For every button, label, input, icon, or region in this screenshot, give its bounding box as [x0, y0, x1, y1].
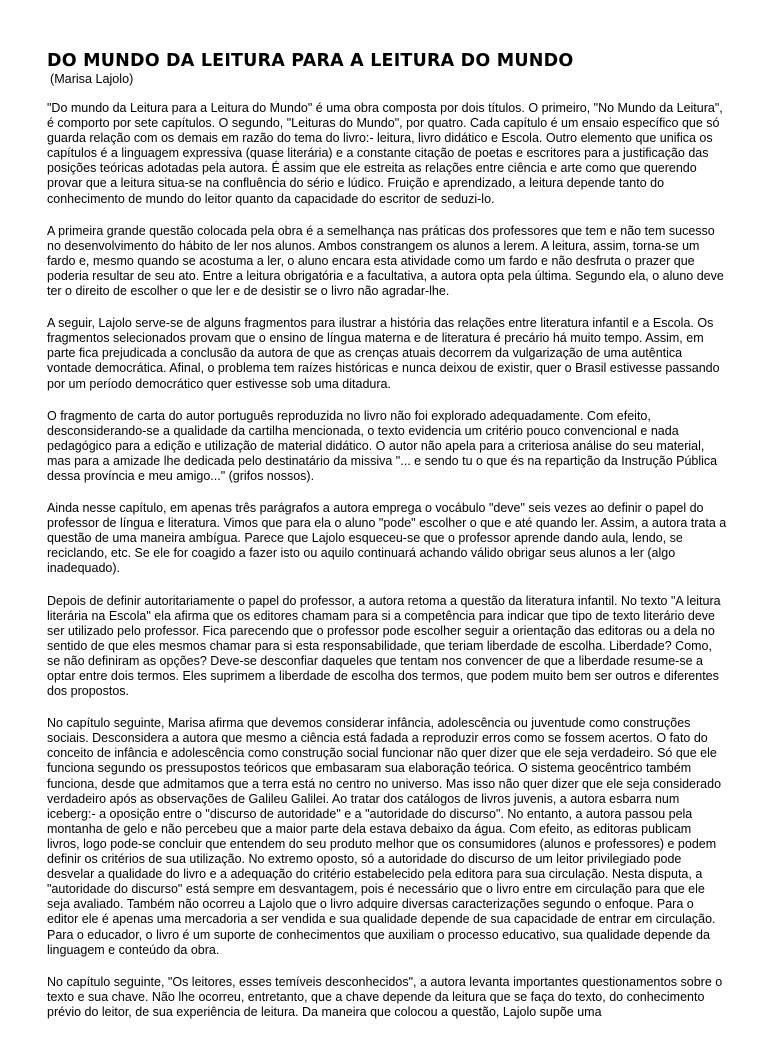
paragraph-1: "Do mundo da Leitura para a Leitura do Mundo" é uma obra composta por dois títulos. O primeiro, "No Mundo da Leitura", é comporto por sete capítulos. O segundo, "Leituras do Mundo", por quatro. Cada capítulo é um ensaio específico que só guarda relação com os demais em razão do tema do livro:- leitura, livro didático e Escola. Outro elemento que unifica os capítulos é a linguagem expressiva (quase literária) e a constante citação de poetas e escritores para a justificação das posições teóricas adotadas pela autora. É assim que ele estreita as relações entre ciência e arte como que querendo provar que a leitura situa-se na confluência do sério e lúdico. Fruição e aprendizado, a leitura depende tanto do conhecimento de mundo do leitor quanto da capacidade do escritor de seduzi-lo. [47, 101, 723, 206]
paragraph-6: Depois de definir autoritariamente o papel do professor, a autora retoma a questão da literatura infantil. No texto "A leitura literária na Escola" ela afirma que os editores chamam para si a competência para indicar que tipo de texto literário deve ser utilizado pelo professor. Fica parecendo que o professor pode escolher seguir a orientação das editoras ou a dela no sentido de que eles mesmos chamar para si esta responsabilidade, que teriam liberdade de escolha. Liberdade? Como, se não definiram as opções? Deve-se desconfiar daqueles que tentam nos convencer de que a liberdade resume-se a optar entre dois termos. Eles suprimem a liberdade de escolha dos termos, que podem muito bem ser outros e diferentes dos propostos. [47, 593, 721, 699]
paragraph-8: No capítulo seguinte, "Os leitores, esses temíveis desconhecidos", a autora levanta importantes questionamentos sobre o texto e sua chave. Não lhe ocorreu, entretanto, que a chave depende da leitura que se faça do texto, do conhecimento prévio do leitor, de sua experiência de leitura. Da maneira que colocou a questão, Lajolo supõe uma [47, 974, 723, 1019]
paragraph-4: O fragmento de carta do autor português reproduzida no livro não foi explorado adequadamente. Com efeito, desconsiderando-se a qualidade da cartilha mencionada, o texto evidencia um critério pouco convencional e nada pedagógico para a edição e utilização de material didático. O autor não apela para a criteriosa análise do seu material, mas para a amizade lhe dedicada pelo destinatário da missiva "... e sendo tu o que és na repartição da Instrução Pública dessa província e meu amigo..." (grifos nossos). [47, 408, 718, 483]
paragraph-3: A seguir, Lajolo serve-se de alguns fragmentos para ilustrar a história das relações entre literatura infantil e a Escola. Os fragmentos selecionados provam que o ensino de língua materna e de literatura é precário há muito tempo. Assim, em parte fica prejudicada a conclusão da autora de que as crenças atuais decorrem da vulgarização de uma autêntica vontade democrática. Afinal, o problema tem raízes históricas e nunca deixou de existir, quer o Brasil estivesse passando por um período democrático quer estivesse sob uma ditadura. [47, 316, 720, 391]
document-page [47, 50, 727, 1037]
paragraph-5: Ainda nesse capítulo, em apenas três parágrafos a autora emprega o vocábulo "deve" seis vezes ao definir o papel do professor de língua e literatura. Vimos que para ela o aluno "pode" escolher o que e até quando ler. Assim, a autora trata a questão de uma maneira ambígua. Parece que Lajolo esqueceu-se que o professor aprende dando aula, lendo, se reciclando, etc. Se ele for coagido a fazer isto ou aquilo continuará achando válido obrigar seus alunos a ler (algo inadequado). [47, 501, 727, 576]
document-author: (Marisa Lajolo) [50, 72, 134, 86]
paragraph-7: No capítulo seguinte, Marisa afirma que devemos considerar infância, adolescência ou juventude como construções sociais. Desconsidera a autora que mesmo a ciência está fadada a reproduzir erros como se fossem acertos. O fato do conceito de infância e adolescência como construção social funcionar não quer dizer que ele seja verdadeiro. Só que ele funciona segundo os pressupostos teóricos que embasaram sua elaboração teórica. O sistema geocêntrico também funciona, desde que admitamos que a terra está no centro no universo. Mas isso não quer dizer que ele seja considerado verdadeiro após as observações de Galileu Galilei. Ao tratar dos catálogos de livros juvenis, a autora esbarra num iceberg:- a oposição entre o "discurso de autoridade" e a "autoridade do discurso". No entanto, a autora passou pela montanha de gelo e não percebeu que a maior parte dela estava debaixo da água. Com efeito, as editoras publicam livros, logo pode-se concluir que entendem do seu produto melhor que os consumidores (alunos e professores) e podem definir os critérios de sua utilização. No extremo oposto, só a autoridade do discurso de um leitor privilegiado pode desvelar a qualidade do livro e a adequação do critério estabelecido pela editora para sua circulação. Nesta disputa, a "autoridade do discurso" está sempre em desvantagem, pois é necessário que o livro entre em circulação para que ele seja avaliado. Também não ocorreu a Lajolo que o livro adquire diversas caracterizações segundo o enfoque. Para o editor ele é apenas uma mercadoria a ser vendida e sua qualidade depende de sua capacidade de entrar em circulação. Para o educador, o livro é um suporte de conhecimentos que auxiliam o processo educativo, sua qualidade depende da linguagem e conteúdo da obra. [47, 716, 722, 957]
document-title: DO MUNDO DA LEITURA PARA A LEITURA DO MUNDO [47, 51, 574, 71]
paragraph-2: A primeira grande questão colocada pela obra é a semelhança nas práticas dos professores que tem e não tem sucesso no desenvolvimento do hábito de ler nos alunos. Ambos constrangem os alunos a lerem. A leitura, assim, torna-se um fardo e, mesmo quando se acostuma a ler, o aluno encara esta atividade como um fardo e não desfruta o prazer que poderia resultar de seu ato. Entre a leitura obrigatória e a facultativa, a autora opta pela última. Segundo ela, o aluno deve ter o direito de escolher o que ler e de desistir se o livro não agradar-lhe. [47, 223, 724, 299]
